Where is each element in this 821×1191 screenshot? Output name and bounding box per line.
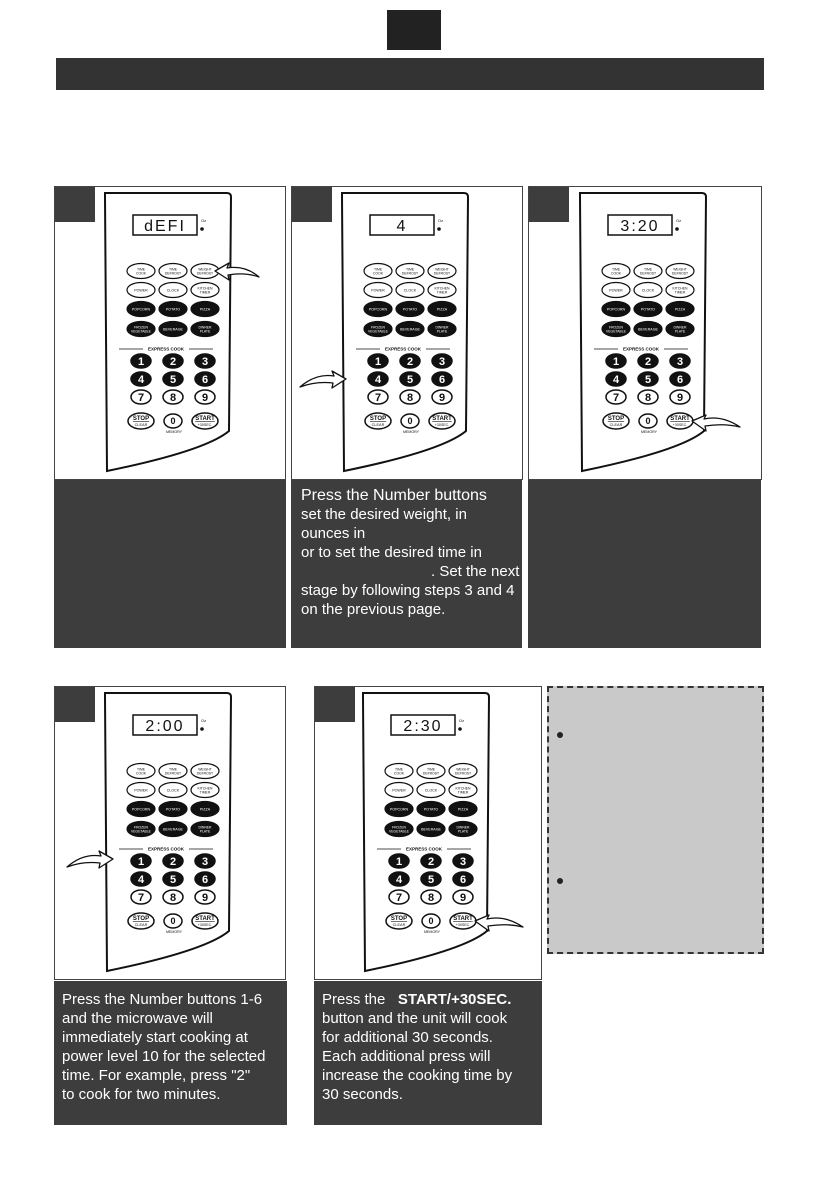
number-button-label: 5: [644, 374, 652, 386]
plus30-label: +30SEC.: [197, 923, 213, 927]
number-button-label: 2: [169, 856, 177, 868]
function-button-label: TIMER: [674, 290, 686, 295]
step-bottom-2-panel: [314, 686, 542, 980]
display-readout: 2:30: [403, 718, 443, 735]
function-button-label: FROZEN: [392, 825, 406, 830]
step-top-1-panel: [54, 186, 286, 480]
function-button-label: WEIGHT: [198, 267, 212, 272]
number-button-label: 5: [169, 374, 177, 386]
number-button-label: 2: [427, 856, 435, 868]
caption-line: ounces in: [301, 525, 366, 542]
number-button-label: 7: [612, 392, 620, 404]
function-button-label: BEVERAGE: [163, 827, 183, 832]
number-button-label: 4: [137, 874, 145, 886]
caption-line: Press the Number buttons 1-6: [62, 991, 263, 1008]
number-button-label: 1: [395, 856, 403, 868]
stop-label: STOP: [132, 916, 150, 922]
function-button-label: COOK: [136, 771, 146, 776]
function-button-label: COOK: [373, 271, 383, 276]
start-label: START: [453, 916, 473, 922]
number-button-label: 6: [459, 874, 467, 886]
number-button-label: 6: [676, 374, 684, 386]
number-button-label: 7: [137, 892, 145, 904]
function-button-label: TIME: [168, 767, 178, 772]
number-button-label: 1: [374, 356, 382, 368]
microwave-keypad-illustration: [315, 687, 541, 979]
number-button-label: 3: [201, 856, 209, 868]
function-button-label: PLATE: [674, 329, 686, 334]
express-cook-label: EXPRESS COOK: [147, 346, 185, 352]
function-button-label: PIZZA: [199, 307, 211, 312]
function-button-label: TIMER: [199, 290, 211, 295]
function-button-label: DEFROST: [196, 271, 214, 276]
number-button-label: 3: [201, 356, 209, 368]
plus30-label: +30SEC.: [197, 423, 213, 427]
number-button-label: 8: [427, 892, 435, 904]
display-readout: dEFI: [144, 218, 186, 235]
number-button-label: 9: [201, 392, 209, 404]
number-button-label: 8: [644, 392, 652, 404]
number-button-label: 6: [438, 374, 446, 386]
function-button-label: DINNER: [435, 325, 449, 330]
function-button-label: DINNER: [198, 825, 212, 830]
express-cook-label: EXPRESS COOK: [405, 846, 443, 852]
function-button-label: PLATE: [199, 829, 211, 834]
function-button-label: DEFROST: [164, 271, 182, 276]
microwave-keypad-illustration: [55, 187, 285, 479]
function-button-label: DINNER: [198, 325, 212, 330]
clear-label: CLEAR: [609, 423, 623, 427]
function-button-label: TIME: [168, 267, 178, 272]
function-button-label: DEFROST: [164, 771, 182, 776]
plus30-label: +30SEC.: [434, 423, 450, 427]
step-number-badge: [292, 187, 332, 222]
number-button-label: 8: [169, 892, 177, 904]
function-button-label: PLATE: [457, 829, 469, 834]
display-readout: 4: [396, 218, 408, 235]
function-button-label: POPCORN: [131, 307, 151, 312]
start-label: START: [195, 416, 215, 422]
function-button-label: POPCORN: [131, 807, 151, 812]
number-button-label: 7: [395, 892, 403, 904]
number-button-label: 2: [644, 356, 652, 368]
plus30-label: +30SEC.: [672, 423, 688, 427]
pointing-arrow-icon: [300, 371, 346, 388]
express-cook-label: EXPRESS COOK: [384, 346, 422, 352]
number-button-label: 9: [438, 392, 446, 404]
function-button-label: VEGETABLE: [131, 829, 151, 834]
function-button-label: DEFROST: [671, 271, 689, 276]
number-button-label: 9: [676, 392, 684, 404]
function-button-label: POTATO: [402, 307, 418, 312]
clear-label: CLEAR: [134, 923, 148, 927]
unit-label: Oz: [676, 218, 682, 223]
function-button-label: TIME: [373, 267, 383, 272]
function-button-label: VEGETABLE: [389, 829, 409, 834]
number-button-label: 5: [169, 874, 177, 886]
caption-line: time. For example, press "2": [62, 1067, 251, 1084]
number-button-label: 1: [137, 356, 145, 368]
function-button-label: TIME: [136, 767, 146, 772]
step-top-3-panel: [528, 186, 762, 480]
number-button-label: 1: [612, 356, 620, 368]
microwave-keypad-illustration: [55, 687, 285, 979]
number-button-label: 5: [427, 874, 435, 886]
function-button-label: TIME: [611, 267, 621, 272]
function-button-label: WEIGHT: [673, 267, 687, 272]
plus30-label: +30SEC.: [455, 923, 471, 927]
display-readout: 2:00: [145, 718, 185, 735]
clear-label: CLEAR: [371, 423, 385, 427]
function-button-label: DINNER: [673, 325, 687, 330]
function-button-label: POPCORN: [368, 307, 388, 312]
caption-line: set the desired weight, in: [301, 506, 467, 523]
start-label: START: [432, 416, 452, 422]
function-button-label: POWER: [609, 288, 623, 293]
function-button-label: KITCHEN: [434, 286, 450, 291]
function-button-label: KITCHEN: [197, 786, 213, 791]
function-button-label: CLOCK: [403, 288, 417, 293]
bullet-dot-icon: [557, 732, 563, 738]
clear-label: CLEAR: [134, 423, 148, 427]
caption-line: 30 seconds.: [322, 1086, 403, 1103]
section-title-bar: [56, 58, 764, 90]
function-button-label: PLATE: [436, 329, 448, 334]
step-top-2-caption: [291, 480, 522, 648]
memory-label: MEMORY: [402, 430, 420, 434]
zero-label: 0: [645, 416, 651, 426]
function-button-label: TIMER: [199, 790, 211, 795]
function-button-label: POTATO: [165, 307, 181, 312]
function-button-label: WEIGHT: [198, 767, 212, 772]
start-label: START: [670, 416, 690, 422]
zero-label: 0: [170, 916, 176, 926]
function-button-label: CLOCK: [166, 288, 180, 293]
microwave-keypad-illustration: [529, 187, 761, 479]
function-button-label: BEVERAGE: [400, 327, 420, 332]
memory-label: MEMORY: [165, 430, 183, 434]
indicator-dot-icon: [200, 227, 204, 231]
function-button-label: TIME: [136, 267, 146, 272]
number-button-label: 6: [201, 374, 209, 386]
caption-line: Each additional press will: [322, 1048, 491, 1065]
function-button-label: FROZEN: [134, 325, 148, 330]
step-number-badge: [55, 187, 95, 222]
number-button-label: 3: [676, 356, 684, 368]
bullet-dot-icon: [557, 878, 563, 884]
function-button-label: POPCORN: [606, 307, 626, 312]
function-button-label: PLATE: [199, 329, 211, 334]
step-bottom-1-caption: [54, 981, 287, 1125]
number-button-label: 9: [201, 892, 209, 904]
number-button-label: 7: [137, 392, 145, 404]
number-button-label: 8: [406, 392, 414, 404]
caption-line: . Set the next: [431, 563, 520, 580]
stop-label: STOP: [132, 416, 150, 422]
function-button-label: CLOCK: [424, 788, 438, 793]
function-button-label: KITCHEN: [455, 786, 471, 791]
express-cook-label: EXPRESS COOK: [147, 846, 185, 852]
function-button-label: DEFROST: [433, 271, 451, 276]
function-button-label: POTATO: [165, 807, 181, 812]
step-bottom-1-panel: [54, 686, 286, 980]
function-button-label: PIZZA: [436, 307, 448, 312]
function-button-label: CLOCK: [166, 788, 180, 793]
function-button-label: WEIGHT: [456, 767, 470, 772]
start-button-name: START/+30SEC.: [397, 991, 512, 1008]
number-button-label: 4: [374, 374, 382, 386]
number-button-label: 3: [438, 356, 446, 368]
function-button-label: DEFROST: [196, 771, 214, 776]
page-number-tab: [387, 10, 441, 50]
function-button-label: PIZZA: [674, 307, 686, 312]
number-button-label: 9: [459, 892, 467, 904]
function-button-label: BEVERAGE: [421, 827, 441, 832]
number-button-label: 4: [137, 374, 145, 386]
function-button-label: VEGETABLE: [606, 329, 626, 334]
function-button-label: KITCHEN: [672, 286, 688, 291]
note-box: [547, 686, 764, 954]
number-button-label: 4: [612, 374, 620, 386]
zero-label: 0: [428, 916, 434, 926]
function-button-label: CLOCK: [641, 288, 655, 293]
step-top-1-caption: [54, 480, 286, 648]
caption-line: and the microwave will: [62, 1010, 213, 1027]
function-button-label: COOK: [136, 271, 146, 276]
function-button-label: TIMER: [436, 290, 448, 295]
function-button-label: POTATO: [423, 807, 439, 812]
caption-line: or to set the desired time in: [301, 544, 482, 561]
function-button-label: POWER: [371, 288, 385, 293]
stop-label: STOP: [607, 416, 625, 422]
function-button-label: VEGETABLE: [368, 329, 388, 334]
display-readout: 3:20: [620, 218, 660, 235]
function-button-label: POWER: [134, 288, 148, 293]
memory-label: MEMORY: [423, 930, 441, 934]
number-button-label: 2: [169, 356, 177, 368]
clear-label: CLEAR: [392, 923, 406, 927]
function-button-label: DINNER: [456, 825, 470, 830]
function-button-label: POWER: [134, 788, 148, 793]
zero-label: 0: [170, 416, 176, 426]
unit-label: Oz: [201, 218, 207, 223]
unit-label: Oz: [201, 718, 207, 723]
caption-line: immediately start cooking at: [62, 1029, 248, 1046]
function-button-label: KITCHEN: [197, 286, 213, 291]
function-button-label: FROZEN: [134, 825, 148, 830]
function-button-label: VEGETABLE: [131, 329, 151, 334]
unit-label: Oz: [459, 718, 465, 723]
memory-label: MEMORY: [640, 430, 658, 434]
caption-line: for additional 30 seconds.: [322, 1029, 493, 1046]
caption-line: increase the cooking time by: [322, 1067, 513, 1084]
number-button-label: 5: [406, 374, 414, 386]
number-button-label: 7: [374, 392, 382, 404]
caption-line: Press the Number buttons: [301, 487, 487, 504]
step-number-badge: [315, 687, 355, 722]
function-button-label: POWER: [392, 788, 406, 793]
start-label: START: [195, 916, 215, 922]
function-button-label: DEFROST: [422, 771, 440, 776]
caption-line: Press the: [322, 991, 386, 1008]
function-button-label: TIMER: [457, 790, 469, 795]
caption-line: stage by following steps 3 and 4: [301, 582, 515, 599]
indicator-dot-icon: [200, 727, 204, 731]
function-button-label: TIME: [405, 267, 415, 272]
step-top-2-panel: [291, 186, 523, 480]
function-button-label: DEFROST: [639, 271, 657, 276]
express-cook-label: EXPRESS COOK: [622, 346, 660, 352]
function-button-label: TIME: [643, 267, 653, 272]
function-button-label: PIZZA: [199, 807, 211, 812]
function-button-label: COOK: [611, 271, 621, 276]
caption-line: on the previous page.: [301, 601, 446, 618]
number-button-label: 8: [169, 392, 177, 404]
function-button-label: DEFROST: [454, 771, 472, 776]
function-button-label: BEVERAGE: [163, 327, 183, 332]
function-button-label: TIME: [394, 767, 404, 772]
step-number-badge: [55, 687, 95, 722]
stop-label: STOP: [369, 416, 387, 422]
number-button-label: 3: [459, 856, 467, 868]
step-top-3-caption: [528, 480, 761, 648]
function-button-label: DEFROST: [401, 271, 419, 276]
function-button-label: TIME: [426, 767, 436, 772]
caption-line: to cook for two minutes.: [62, 1086, 221, 1103]
function-button-label: BEVERAGE: [638, 327, 658, 332]
caption-line: power level 10 for the selected: [62, 1048, 266, 1065]
zero-label: 0: [407, 416, 413, 426]
function-button-label: POPCORN: [389, 807, 409, 812]
caption-line: button and the unit will cook: [322, 1010, 508, 1027]
step-number-badge: [529, 187, 569, 222]
indicator-dot-icon: [437, 227, 441, 231]
function-button-label: POTATO: [640, 307, 656, 312]
function-button-label: FROZEN: [371, 325, 385, 330]
function-button-label: FROZEN: [609, 325, 623, 330]
unit-label: Oz: [438, 218, 444, 223]
function-button-label: PIZZA: [457, 807, 469, 812]
indicator-dot-icon: [458, 727, 462, 731]
number-button-label: 4: [395, 874, 403, 886]
number-button-label: 1: [137, 856, 145, 868]
number-button-label: 6: [201, 874, 209, 886]
memory-label: MEMORY: [165, 930, 183, 934]
number-button-label: 2: [406, 356, 414, 368]
indicator-dot-icon: [675, 227, 679, 231]
step-bottom-2-caption: [314, 981, 542, 1125]
function-button-label: COOK: [394, 771, 404, 776]
function-button-label: WEIGHT: [435, 267, 449, 272]
microwave-keypad-illustration: [292, 187, 522, 479]
stop-label: STOP: [390, 916, 408, 922]
